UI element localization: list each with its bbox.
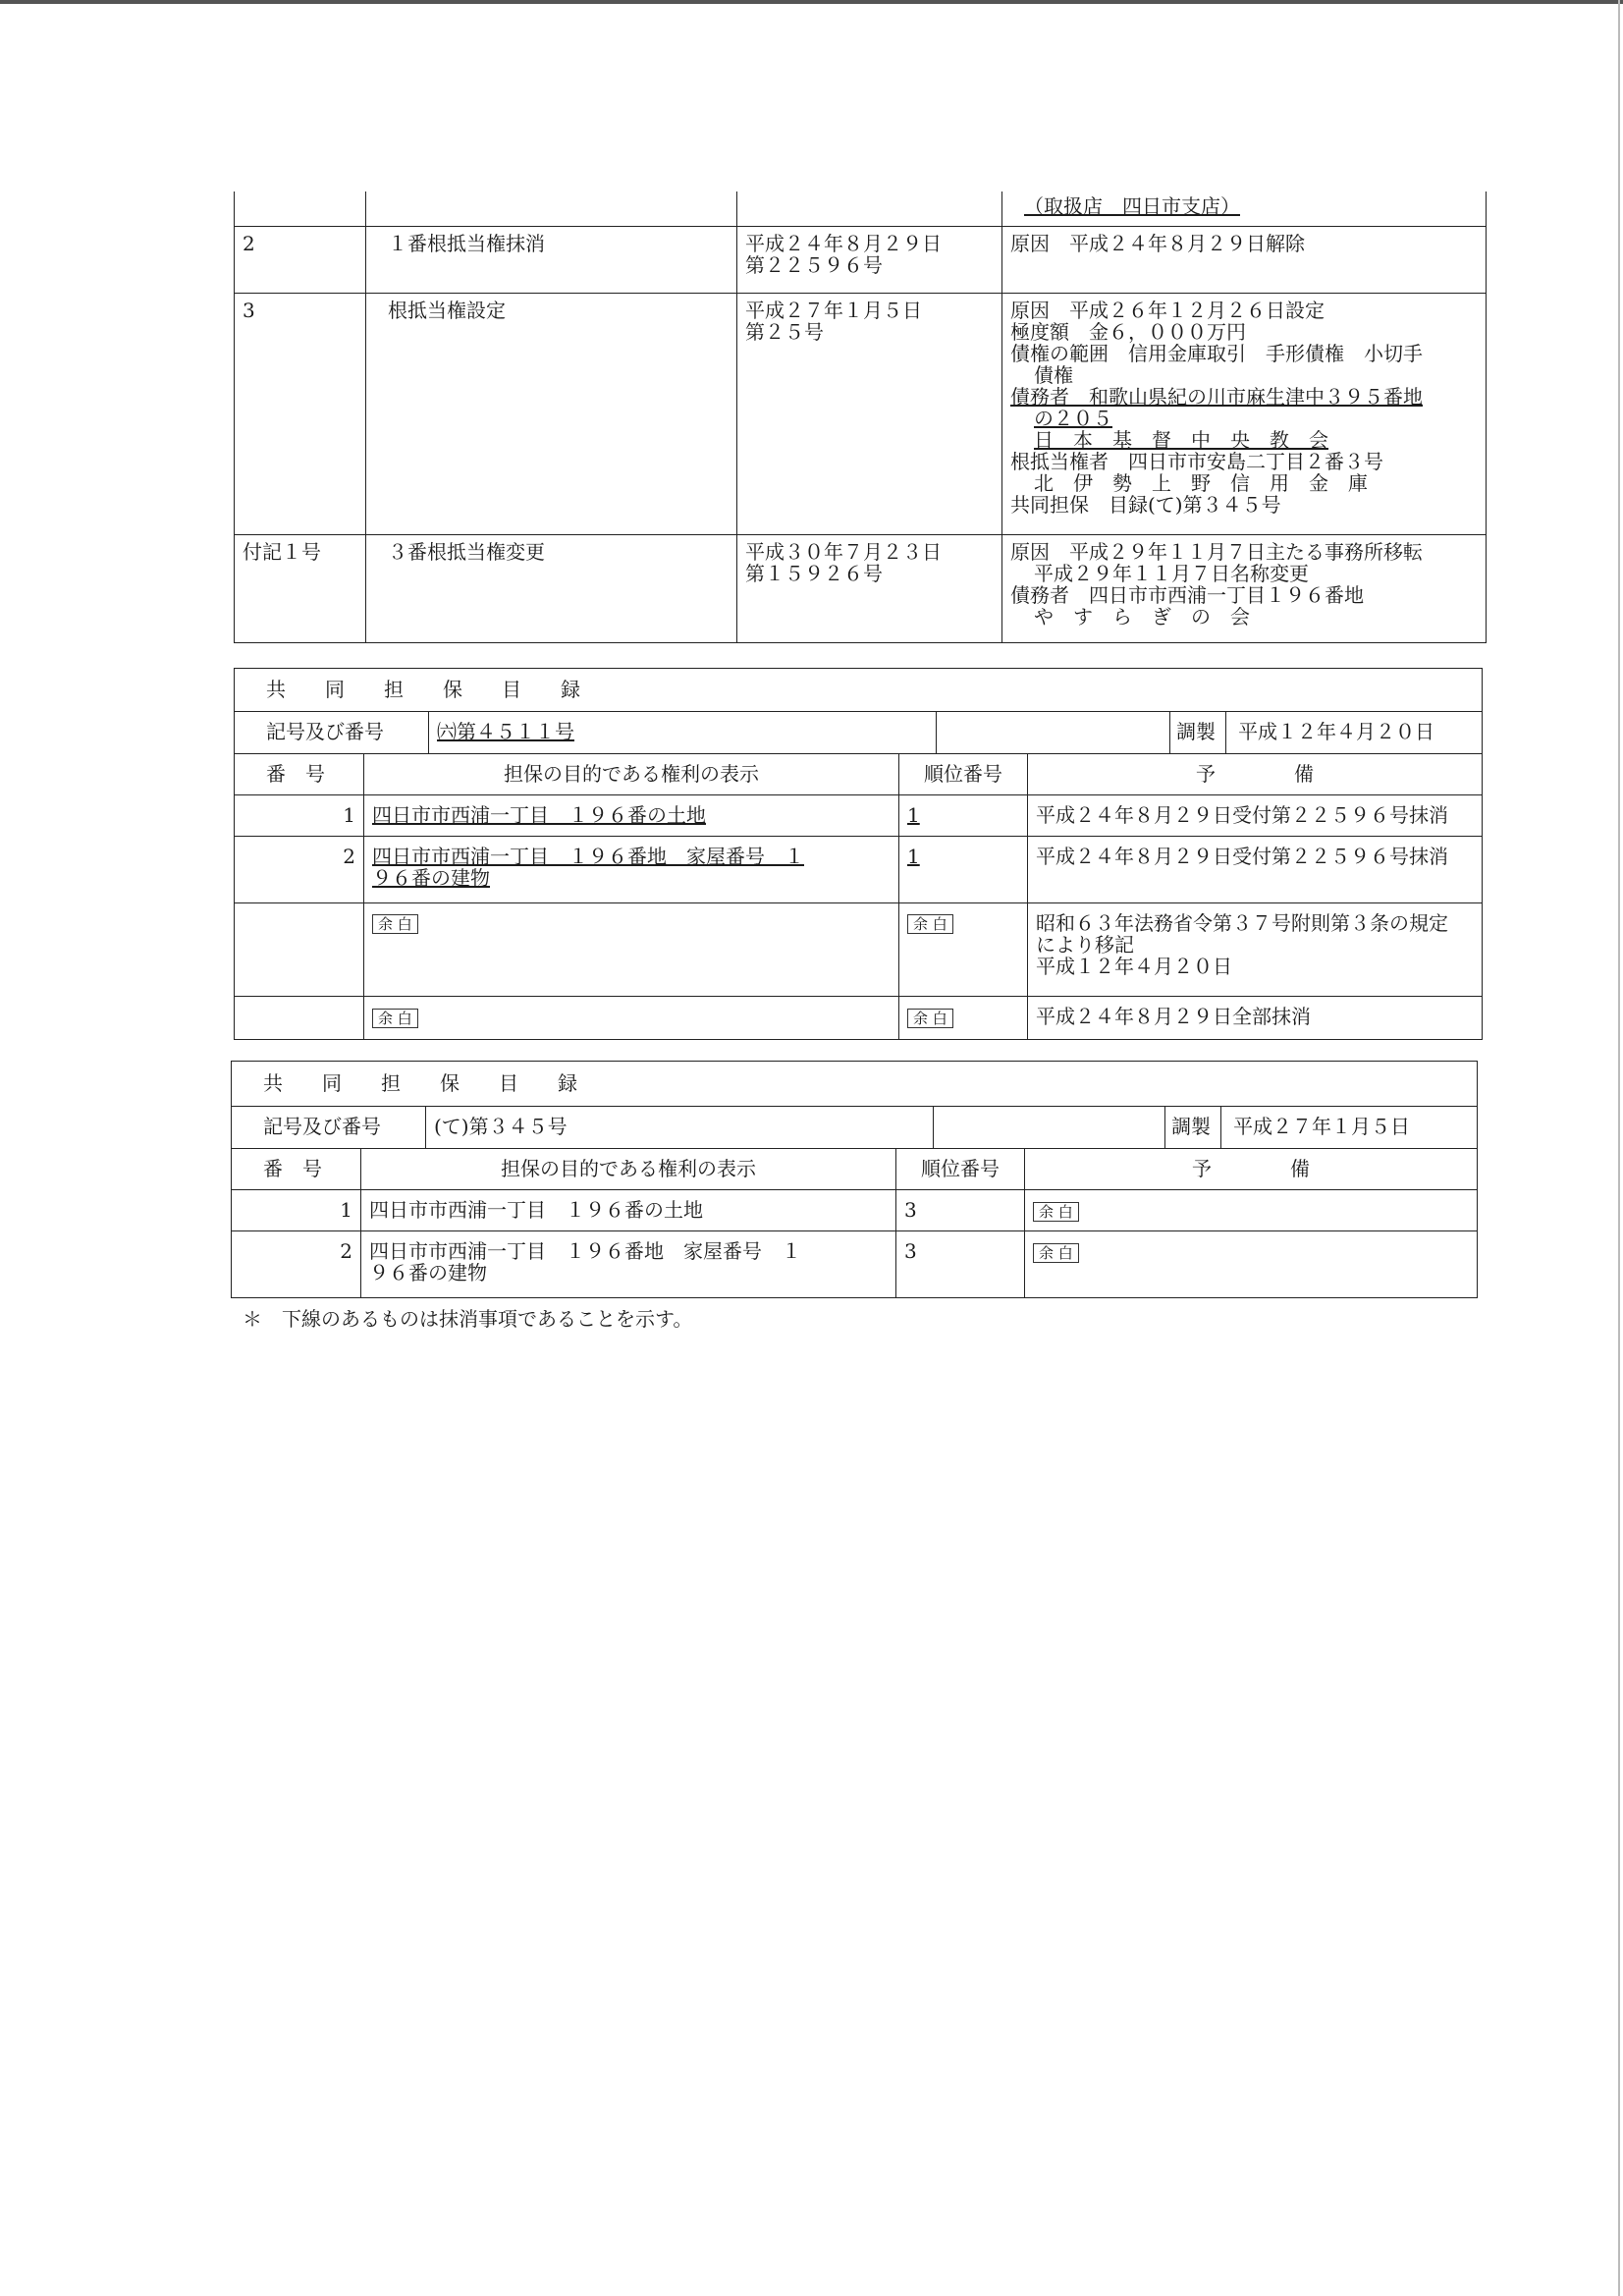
header-remarks: 予 備	[1028, 754, 1483, 795]
footnote: ＊ 下線のあるものは抹消事項であることを示す。	[243, 1307, 693, 1331]
header-rank: 順位番号	[896, 1149, 1025, 1190]
row-number: 2	[235, 837, 364, 903]
row-rights: 四日市市西浦一丁目 １９６番地 家屋番号 １ ９６番の建物	[361, 1231, 896, 1298]
header-number: 番 号	[235, 754, 364, 795]
row-rank: 3	[896, 1231, 1025, 1298]
catalog-title: 共 同 担 保 目 録	[235, 669, 1483, 712]
row-remarks: 昭和６３年法務省令第３７号附則第３条の規定 により移記 平成１２年４月２０日	[1028, 903, 1483, 997]
catalog-header-row	[235, 754, 1483, 795]
table-row	[235, 903, 1483, 997]
row-rights	[364, 903, 899, 997]
blank-stamp: 余 白	[907, 1009, 953, 1028]
symbol-value: ㈥第４５１１号	[429, 712, 937, 754]
catalog-symbol-row	[232, 1107, 1478, 1149]
catalog-title-row	[235, 669, 1483, 712]
entry-purpose: ３番根抵当権変更	[366, 534, 737, 642]
entry-purpose: 根抵当権設定	[366, 293, 737, 534]
symbol-value: (て)第３４５号	[426, 1107, 934, 1149]
table-row	[232, 1190, 1478, 1231]
header-number: 番 号	[232, 1149, 361, 1190]
entry-reception: 平成２７年１月５日 第２５号	[737, 293, 1002, 534]
row-number	[235, 997, 364, 1040]
row-rank: 1	[899, 837, 1028, 903]
table-row	[235, 293, 1487, 534]
prepared-label: 調製	[1169, 712, 1226, 753]
row-rights: 四日市市西浦一丁目 １９６番地 家屋番号 １ ９６番の建物	[364, 837, 899, 903]
table-row	[235, 191, 1487, 226]
row-rights	[364, 997, 899, 1040]
entry-details: 原因 平成２９年１１月７日主たる事務所移転 平成２９年１１月７日名称変更 債務者 四日市市西浦一丁目１９６番地 や す ら ぎ の 会	[1002, 534, 1487, 642]
row-remarks	[1025, 1190, 1478, 1231]
blank-stamp: 余 白	[1033, 1243, 1079, 1263]
header-rights: 担保の目的である権利の表示	[361, 1149, 896, 1190]
table-row	[235, 226, 1487, 293]
entry-purpose: １番根抵当権抹消	[366, 226, 737, 293]
catalog-title-row	[232, 1062, 1478, 1107]
row-rights: 四日市市西浦一丁目 １９６番の土地	[364, 795, 899, 837]
table-row	[235, 837, 1483, 903]
blank-stamp: 余 白	[372, 1009, 418, 1028]
row-number: 2	[232, 1231, 361, 1298]
symbol-label: 記号及び番号	[235, 712, 429, 754]
branch-note: （取扱店 四日市支店）	[1024, 194, 1240, 218]
header-remarks: 予 備	[1025, 1149, 1478, 1190]
header-rights: 担保の目的である権利の表示	[364, 754, 899, 795]
catalog-header-row	[232, 1149, 1478, 1190]
header-rank: 順位番号	[899, 754, 1028, 795]
prepared-label: 調製	[1164, 1107, 1221, 1148]
entry-details: 原因 平成２４年８月２９日解除	[1002, 226, 1487, 293]
entry-details: 原因 平成２６年１２月２６日設定 極度額 金６，０００万円 債権の範囲 信用金庫取引 手形債権 小切手 債権 債務者 和歌山県紀の川市麻生津中３９５番地 の２０５ 日 本 基 督 中 央 教 会 根抵当権者 四日市市安島二丁目２番３号 北 伊 勢 上 野 信 用 金 庫 共同担保 目録(て)第３４５号	[1002, 293, 1487, 534]
entry-reception: 平成３０年７月２３日 第１５９２６号	[737, 534, 1002, 642]
row-remarks: 平成２４年８月２９日全部抹消	[1028, 997, 1483, 1040]
catalog-symbol-row	[235, 712, 1483, 754]
blank-stamp: 余 白	[1033, 1202, 1079, 1222]
row-remarks	[1025, 1231, 1478, 1298]
row-number: 1	[232, 1190, 361, 1231]
scan-right-edge	[1618, 0, 1620, 2296]
table-row	[232, 1231, 1478, 1298]
row-remarks: 平成２４年８月２９日受付第２２５９６号抹消	[1028, 837, 1483, 903]
table-row	[235, 997, 1483, 1040]
row-number: 1	[235, 795, 364, 837]
entry-reception: 平成２４年８月２９日 第２２５９６号	[737, 226, 1002, 293]
row-rank	[899, 903, 1028, 997]
blank-stamp: 余 白	[372, 914, 418, 934]
row-rank: 3	[896, 1190, 1025, 1231]
row-rank	[899, 997, 1028, 1040]
prepared-date: 平成２７年１月５日	[1233, 1115, 1411, 1138]
table-row	[235, 534, 1487, 642]
entry-number: 2	[235, 226, 366, 293]
row-rights: 四日市市西浦一丁目 １９６番の土地	[361, 1190, 896, 1231]
prepared-date: 平成１２年４月２０日	[1238, 720, 1435, 743]
scan-top-edge	[0, 0, 1623, 4]
joint-collateral-catalog-1	[234, 668, 1483, 1040]
row-rank: 1	[899, 795, 1028, 837]
entry-number: 3	[235, 293, 366, 534]
entry-number: 付記１号	[235, 534, 366, 642]
blank-stamp: 余 白	[907, 914, 953, 934]
catalog-title: 共 同 担 保 目 録	[232, 1062, 1478, 1107]
rights-register-table	[234, 191, 1487, 643]
row-remarks: 平成２４年８月２９日受付第２２５９６号抹消	[1028, 795, 1483, 837]
joint-collateral-catalog-2	[231, 1061, 1478, 1298]
row-number	[235, 903, 364, 997]
symbol-label: 記号及び番号	[232, 1107, 426, 1149]
table-row	[235, 795, 1483, 837]
